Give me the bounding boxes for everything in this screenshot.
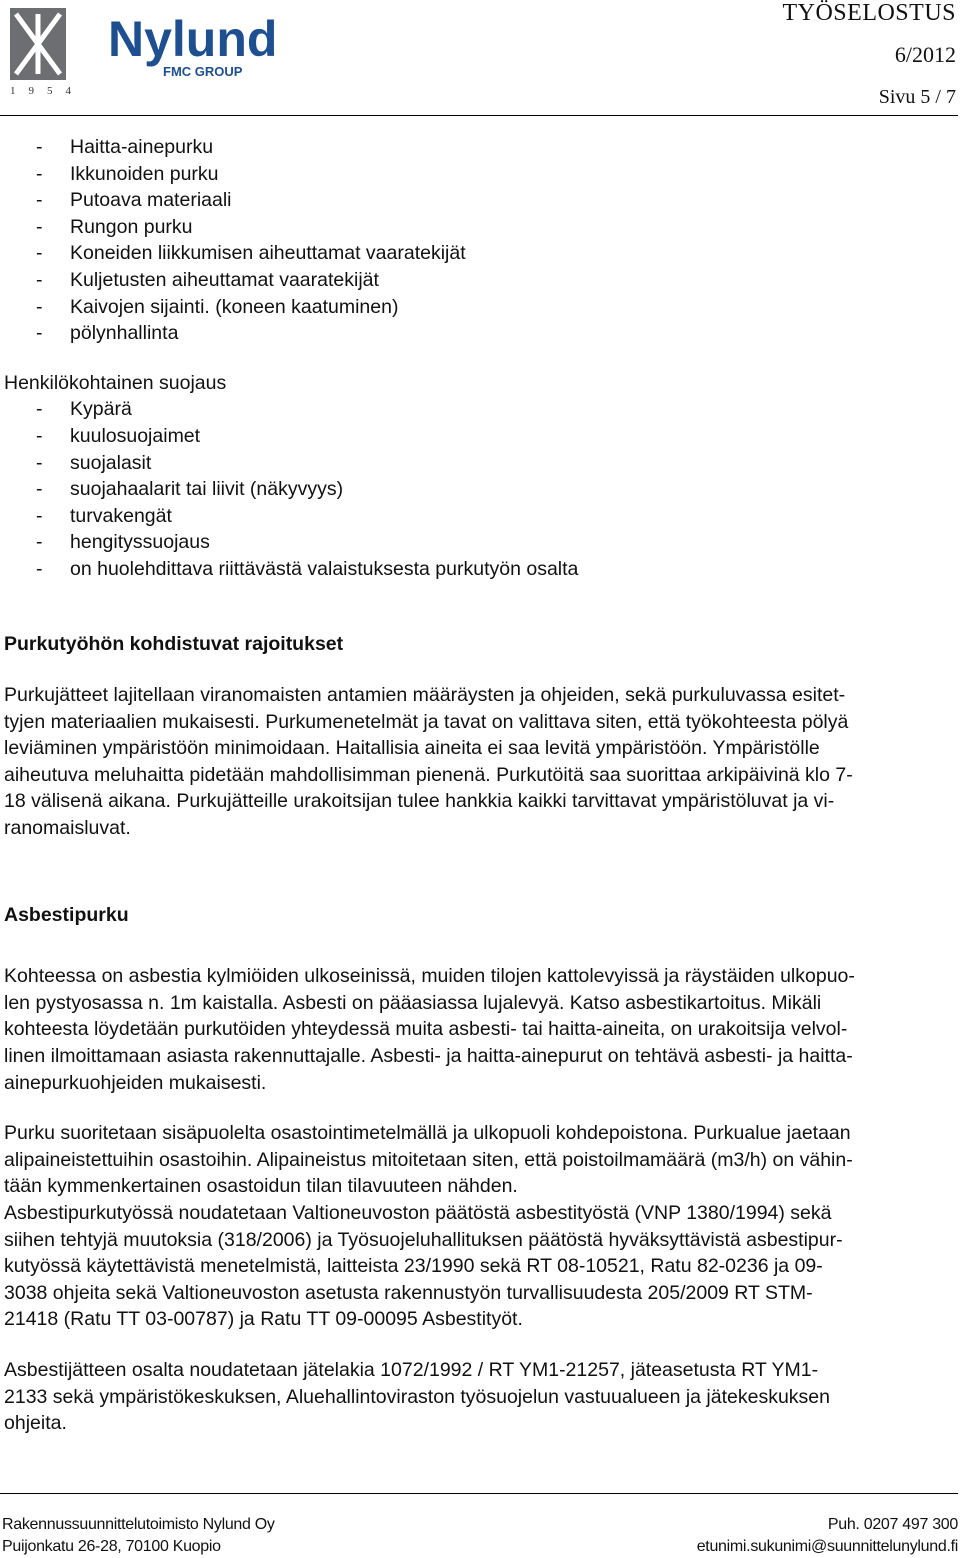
logo-subtext: FMC GROUP — [163, 64, 243, 79]
asbestos-paragraph-1: Kohteessa on asbestia kylmiöiden ulkoseinissä, muiden tilojen kattolevyissä ja räystäiden ulkopuo- len pystyosassa n. 1m kaistalla. Asbesti on pääasiassa lujalevyä. Katso asbestikartoitus. Mikäli kohteesta löydetään purkutöiden yhteydessä muita asbesti- tai haitta-aineita, on urakoitsija velvol- linen ilmoittamaan asiasta rakennuttajalle. Asbesti- ja haitta-ainepurut on tehtävä asbesti- ja haitta- ainepurkuohjeiden mukaisesti. — [4, 965, 855, 1094]
list-item: - hengityssuojaus — [36, 531, 210, 554]
list-item: - Haitta-ainepurku — [36, 136, 214, 158]
list-item: - on huolehdittava riittävästä valaistuksesta purkutyön osalta — [36, 557, 579, 580]
list-item: - kuulosuojaimet — [36, 424, 201, 447]
asbestos-paragraph-2: Purku suoritetaan sisäpuolelta osastointimetelmällä ja ulkopuoli kohdepoistona. Purkualue jaetaan alipaineistettuihin osastoihin. Alipaineistus mitoitetaan siten, että poistoilmamäärä (m3/h) on vähin- tään kymmenkertainen osastoidun tilan tilavuuteen nähden. Asbestipurkutyössä noudatetaan Valtioneuvoston päätöstä asbestityöstä (VNP 1380/1994) sekä siihen tehtyjä muutoksia (318/2006) ja Työsuojeluhallituksen päätöstä hyväksyttävistä asbestipur- kutyössä käytettävistä menetelmistä, laitteista 23/1990 sekä RT 08-10521, Ratu 82-0236 ja 09- 3038 ohjeita sekä Valtioneuvoston asetusta rakennustyön turvallisuudesta 205/2009 RT STM- 21418 (Ratu TT 03-00787) ja Ratu TT 09-00095 Asbestityöt. — [4, 1122, 853, 1331]
hazard-list — [4, 134, 956, 347]
list-item: - Kaivojen sijainti. (koneen kaatuminen) — [36, 295, 399, 318]
list-item: - suojahaalarit tai liivit (näkyvyys) — [36, 478, 344, 501]
page-body — [4, 134, 956, 1437]
list-item: - Ikkunoiden purku — [36, 162, 219, 185]
page-number: Sivu 5 / 7 — [878, 86, 956, 108]
list-item: - Koneiden liikkumisen aiheuttamat vaaratekijät — [36, 242, 466, 265]
list-item: - Kypärä — [36, 398, 132, 421]
asbestos-paragraph-3: Asbestijätteen osalta noudatetaan jätelakia 1072/1992 / RT YM1-21257, jäteasetusta RT YM1- 2133 sekä ympäristökeskuksen, Aluehallintoviraston työsuojelun vastuualueen ja jätekeskuksen ohjeita. — [4, 1358, 830, 1435]
footer-email: etunimi.sukunimi@suunnittelunylund.fi — [696, 1538, 958, 1555]
logo-year: 1954 — [10, 85, 84, 96]
list-item: - turvakengät — [36, 504, 172, 527]
list-item: - Kuljetusten aiheuttamat vaaratekijät — [36, 268, 379, 291]
restrictions-paragraph: Purkujätteet lajitellaan viranomaisten antamien määräysten ja ohjeiden, sekä purkuluvassa esitet- tyjen materiaalien mukaisesti. Purkumenetelmät ja tavat on valittava siten, että työkohteesta pölyä leviäminen ympäristöön minimoidaan. Haitallisia aineita ei saa levitä ympäristöön. Ympäristölle aiheutuva meluhaitta pidetään mahdollisimman pienenä. Purkutöitä saa suorittaa arkipäivinä klo 7- 18 välisenä aikana. Purkujätteille urakoitsijan tulee hankkia kaikki tarvittavat ympäristöluvat ja vi- ranomaisluvat. — [4, 684, 853, 840]
ppe-list — [4, 396, 956, 582]
document-type: TYÖSELOSTUS — [782, 0, 956, 26]
footer-divider — [0, 1493, 958, 1494]
logo-wordmark: Nylund — [108, 11, 278, 67]
list-item: - pölynhallinta — [36, 322, 179, 345]
ppe-title: Henkilökohtainen suojaus — [4, 371, 227, 394]
list-item: - Putoava materiaali — [36, 189, 232, 212]
page-header — [0, 0, 960, 110]
list-item: - suojalasit — [36, 451, 152, 474]
footer-company: Rakennussuunnittelutoimisto Nylund Oy — [2, 1516, 275, 1533]
section-heading-asbestos: Asbestipurku — [4, 903, 129, 926]
nylund-logo — [8, 4, 298, 96]
footer-address: Puijonkatu 26-28, 70100 Kuopio — [2, 1538, 221, 1555]
list-item: - Rungon purku — [36, 215, 193, 238]
section-heading-restrictions: Purkutyöhön kohdistuvat rajoitukset — [4, 632, 344, 655]
header-divider — [0, 115, 958, 116]
document-date: 6/2012 — [894, 42, 956, 67]
footer-phone: Puh. 0207 497 300 — [827, 1516, 958, 1533]
